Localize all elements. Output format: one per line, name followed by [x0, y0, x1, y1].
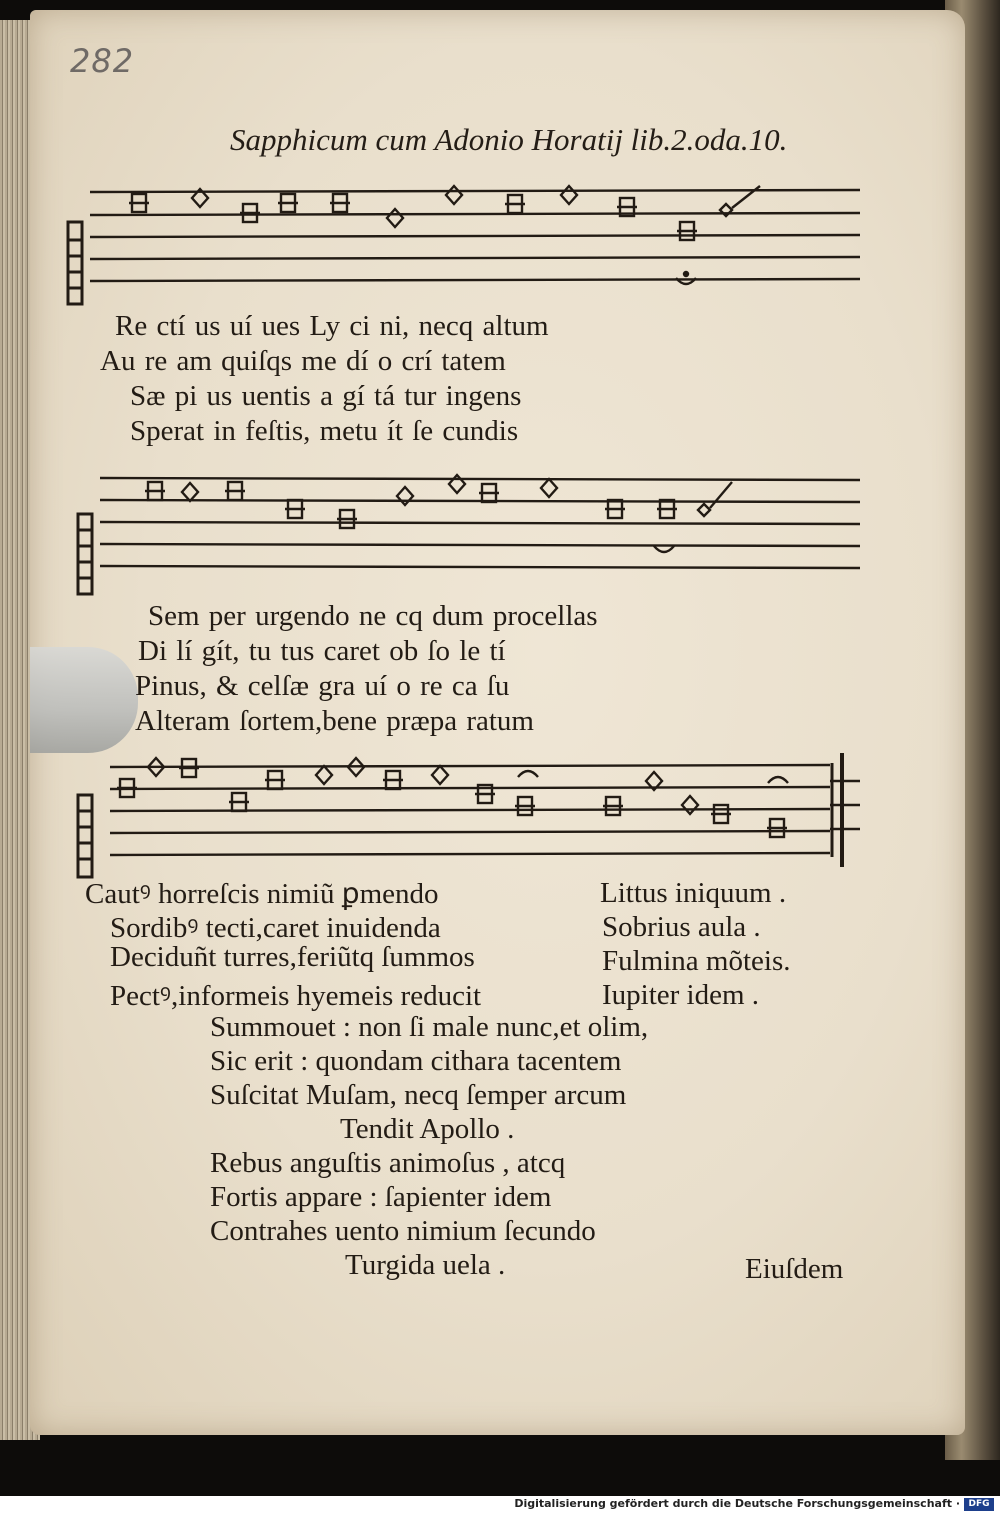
stanza-line: Tendit Apollo . [340, 1113, 515, 1145]
dfg-logo: DFG [964, 1498, 994, 1511]
staff-2 [70, 458, 870, 598]
verse-line: Deciduñt turres,feriũtq ſummos [110, 941, 475, 973]
stanza-line: Contrahes uento nimium ſecundo [210, 1215, 596, 1247]
catchword: Eiuſdem [745, 1253, 844, 1285]
page-title: Sapphicum cum Adonio Horatij lib.2.oda.10. [230, 122, 788, 157]
stanza-line: Summouet : non ſi male nunc,et olim, [210, 1011, 649, 1043]
staff-3 [70, 745, 870, 885]
verse-ending: Littus iniquum . [600, 877, 787, 909]
verse-line: Cautꝰ horreſcis nimiũ ꝑmendo [85, 878, 439, 910]
stanza-line: Fortis appare : ſapienter idem [210, 1181, 552, 1213]
stanza-line: Suſcitat Muſam, necq ſemper arcum [210, 1079, 627, 1111]
lyric-line: Re ctí us uí ues Ly ci ni, necq altum [115, 310, 549, 342]
lyric-line: Di lí gít, tu tus caret ob ſo le tí [138, 635, 506, 667]
folio-number: 282 [70, 42, 135, 80]
digitization-footer [0, 1496, 1000, 1514]
funding-credit: Digitalisierung gefördert durch die Deutsche Forschungsgemeinschaft · [514, 1497, 960, 1510]
lyric-line: Sperat in feſtis, metu ít ſe cundis [130, 415, 519, 447]
stanza-line: Turgida uela . [345, 1249, 506, 1281]
verse-line: Sordibꝰ tecti,caret inuidenda [110, 912, 441, 944]
verse-ending: Iupiter idem . [602, 979, 760, 1011]
stanza-line: Rebus anguſtis animoſus , atcq [210, 1147, 566, 1179]
book-page [30, 10, 965, 1435]
staff-1 [60, 170, 870, 310]
verse-ending: Sobrius aula . [602, 911, 761, 943]
stanza-line: Sic erit : quondam cithara tacentem [210, 1045, 622, 1077]
lyric-line: Alteram ſortem,bene præpa ratum [135, 705, 534, 737]
lyric-line: Pinus, & celſæ gra uí o re ca ſu [135, 670, 510, 702]
lyric-line: Sæ pi us uentis a gí tá tur ingens [130, 380, 522, 412]
clip-tab [30, 647, 138, 753]
lyric-line: Au re am quiſqs me dí o crí tatem [100, 345, 506, 377]
verse-ending: Fulmina mõteis. [602, 945, 791, 977]
verse-line: Pectꝰ,informeis hyemeis reducit [110, 980, 482, 1012]
lyric-line: Sem per urgendo ne cq dum procellas [148, 600, 598, 632]
